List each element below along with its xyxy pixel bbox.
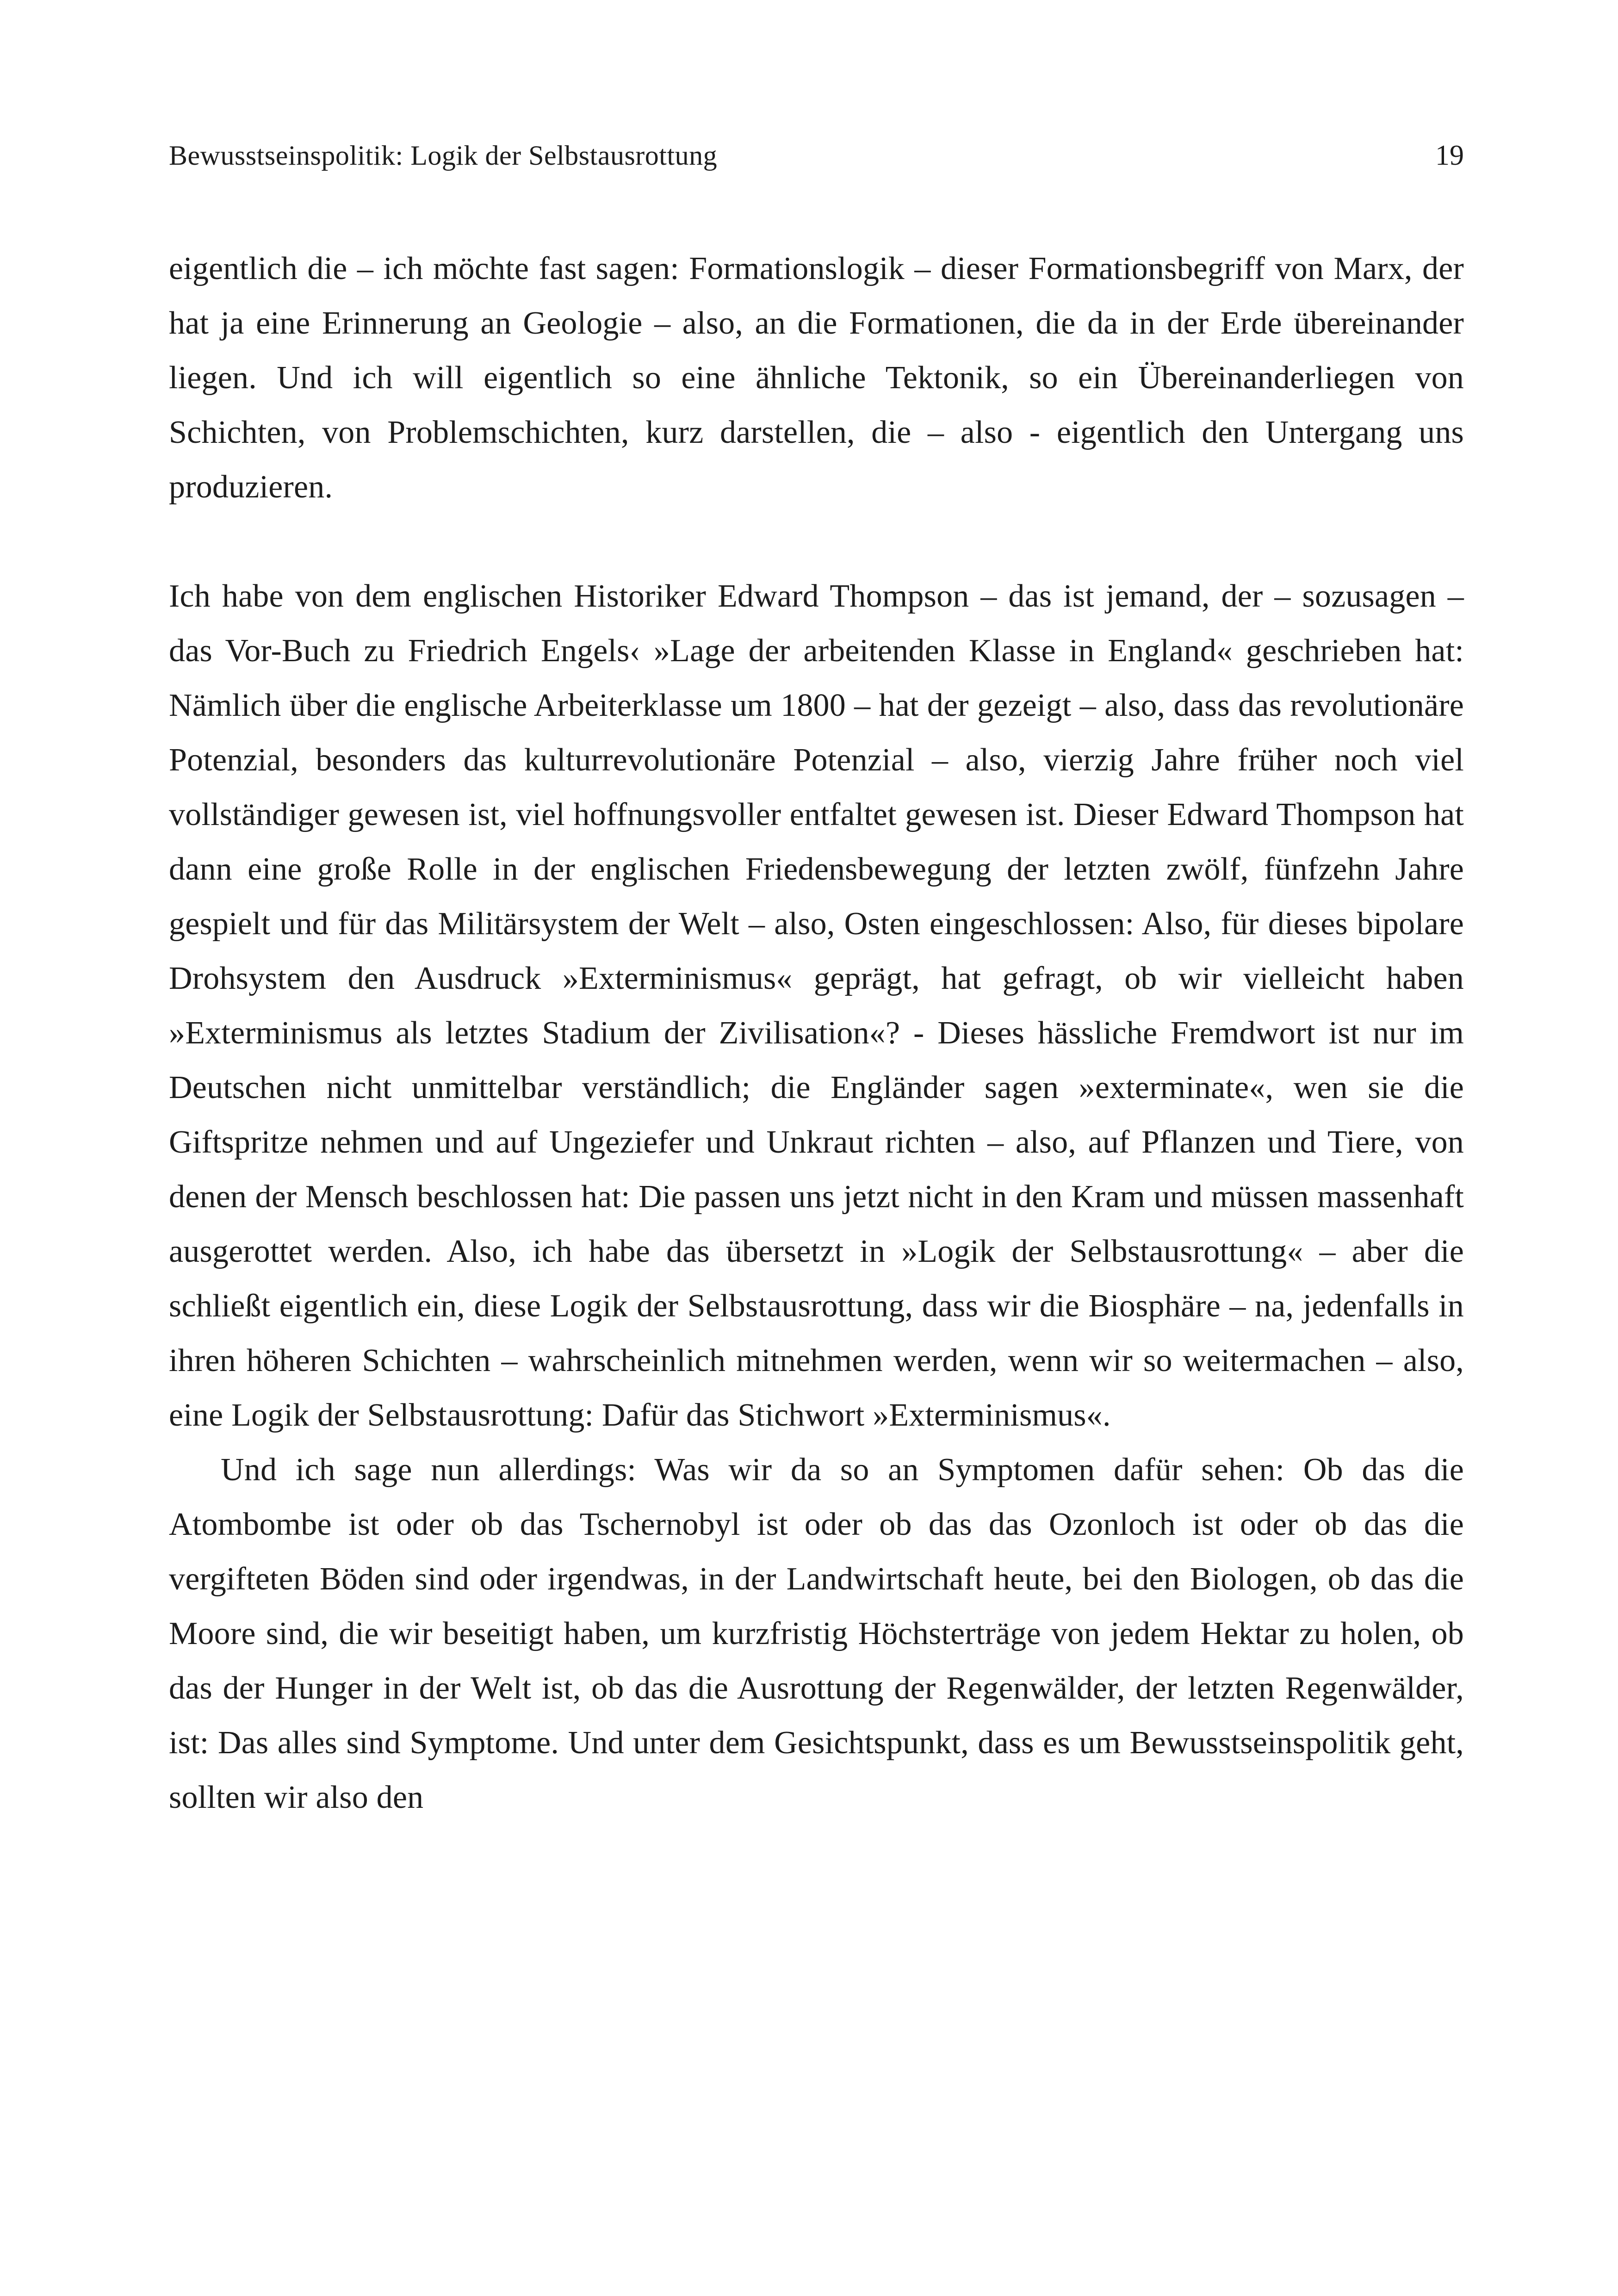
page-body <box>169 242 1464 1825</box>
running-title: Bewusstseinspolitik: Logik der Selbstausrottung <box>169 140 718 171</box>
paragraph: Ich habe von dem englischen Historiker Edward Thompson – das ist jemand, der – sozusagen – das Vor-Buch zu Friedrich Engels‹ »Lage der arbeitenden Klasse in England« geschrieben hat: Nämlich über die englische Arbeiterklasse um 1800 – hat der gezeigt – also, dass das revolutionäre Potenzial, besonders das kulturrevolutionäre Potenzial – also, vierzig Jahre früher noch viel vollständiger gewesen ist, viel hoffnungsvoller entfaltet gewesen ist. Dieser Edward Thompson hat dann eine große Rolle in der englischen Friedensbewegung der letzten zwölf, fünfzehn Jahre gespielt und für das Militärsystem der Welt – also, Osten eingeschlossen: Also, für dieses bipolare Drohsystem den Ausdruck »Exterminismus« geprägt, hat gefragt, ob wir vielleicht haben »Exterminismus als letztes Stadium der Zivilisation«? - Dieses hässliche Fremdwort ist nur im Deutschen nicht unmittelbar verständlich; die Engländer sagen »exterminate«, wen sie die Giftspritze nehmen und auf Ungeziefer und Unkraut richten – also, auf Pflanzen und Tiere, von denen der Mensch beschlossen hat: Die passen uns jetzt nicht in den Kram und müssen massenhaft ausgerottet werden. Also, ich habe das übersetzt in »Logik der Selbstausrottung« – aber die schließt eigentlich ein, diese Logik der Selbstausrottung, dass wir die Biosphäre – na, jedenfalls in ihren höheren Schichten – wahrscheinlich mitnehmen werden, wenn wir so weitermachen – also, eine Logik der Selbstausrottung: Dafür das Stichwort »Exterminismus«. <box>169 578 1464 1433</box>
paragraph: Und ich sage nun allerdings: Was wir da so an Symptomen dafür sehen: Ob das die Atombombe ist oder ob das Tschernobyl ist oder ob das das Ozonloch ist oder ob das die vergifteten Böden sind oder irgendwas, in der Landwirtschaft heute, bei den Biologen, ob das die Moore sind, die wir beseitigt haben, um kurzfristig Höchsterträge von jedem Hektar zu holen, ob das der Hunger in der Welt ist, ob das die Ausrottung der Regenwälder, der letzten Regenwälder, ist: Das alles sind Symptome. Und unter dem Gesichtspunkt, dass es um Bewusstseinspolitik geht, sollten wir also den <box>169 1452 1464 1815</box>
page-header <box>169 139 1464 172</box>
paragraph: eigentlich die – ich möchte fast sagen: Formationslogik – dieser Formationsbegriff von Marx, der hat ja eine Erinnerung an Geologie – also, an die Formationen, die da in der Erde übereinander liegen. Und ich will eigentlich so eine ähnliche Tektonik, so ein Übereinanderliegen von Schichten, von Problemschichten, kurz darstellen, die – also - eigentlich den Untergang uns produzieren. <box>169 251 1464 505</box>
page-number: 19 <box>1435 140 1464 171</box>
